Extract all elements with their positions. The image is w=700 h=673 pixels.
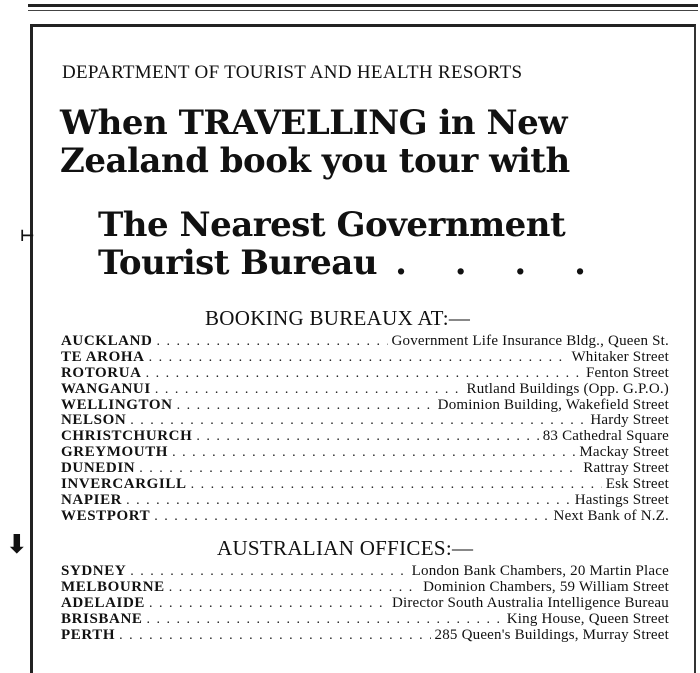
list-item bbox=[61, 564, 669, 580]
city-address: Rattray Street bbox=[583, 460, 669, 477]
city-address: Fenton Street bbox=[585, 364, 669, 381]
list-item bbox=[61, 366, 669, 382]
city-name: NELSON bbox=[61, 412, 127, 429]
list-item bbox=[61, 596, 669, 612]
city-address: Mackay Street bbox=[579, 444, 669, 461]
city-name: ROTORUA bbox=[61, 364, 142, 381]
city-address: Next Bank of N.Z. bbox=[553, 507, 669, 524]
leader-dots bbox=[196, 429, 538, 445]
city-address: Dominion Chambers, 59 William Street bbox=[423, 578, 669, 595]
city-name: SYDNEY bbox=[61, 563, 127, 579]
city-address: Government Life Insurance Bldg., Queen St. bbox=[391, 333, 669, 349]
city-address: Director South Australia Intelligence Bureau bbox=[391, 594, 669, 611]
department-heading: DEPARTMENT OF TOURIST AND HEALTH RESORTS bbox=[62, 62, 523, 83]
city-name: ADELAIDE bbox=[61, 594, 145, 611]
australia-list bbox=[61, 564, 669, 643]
leader-dots bbox=[191, 477, 602, 493]
leader-dots bbox=[169, 580, 419, 596]
list-item bbox=[61, 413, 669, 429]
city-name: AUCKLAND bbox=[61, 333, 153, 349]
city-name: BRISBANE bbox=[61, 610, 143, 627]
leader-dots bbox=[172, 445, 575, 461]
list-item bbox=[61, 580, 669, 596]
city-address: 83 Cathedral Square bbox=[542, 428, 669, 445]
margin-mark-icon: ⊢ bbox=[20, 226, 35, 245]
list-item bbox=[61, 334, 669, 350]
booking-heading: BOOKING BUREAUX AT:— bbox=[205, 306, 471, 330]
booking-list bbox=[61, 334, 669, 525]
bureau-line-2-text: Tourist Bureau bbox=[98, 243, 378, 283]
list-item bbox=[61, 445, 669, 461]
list-item bbox=[61, 382, 669, 398]
city-address: Esk Street bbox=[605, 476, 669, 493]
leader-dots bbox=[149, 350, 568, 366]
city-name: DUNEDIN bbox=[61, 460, 136, 477]
city-address: 285 Queen's Buildings, Murray Street bbox=[434, 626, 669, 643]
leader-dots bbox=[149, 596, 388, 612]
list-item bbox=[61, 429, 669, 445]
leader-dots bbox=[147, 612, 503, 628]
city-address: King House, Queen Street bbox=[506, 610, 669, 627]
city-address: Rutland Buildings (Opp. G.P.O.) bbox=[466, 380, 669, 397]
top-rule-thin bbox=[28, 10, 698, 11]
list-item bbox=[61, 612, 669, 628]
city-name: GREYMOUTH bbox=[61, 444, 169, 461]
leader-dots bbox=[130, 564, 407, 580]
bureau-title bbox=[98, 206, 658, 282]
list-item bbox=[61, 477, 669, 493]
leader-dots bbox=[155, 382, 463, 398]
list-item bbox=[61, 461, 669, 477]
leader-dots bbox=[146, 366, 582, 382]
city-name: CHRISTCHURCH bbox=[61, 428, 193, 445]
city-address: Hardy Street bbox=[590, 412, 669, 429]
list-item bbox=[61, 493, 669, 509]
leader-dots bbox=[139, 461, 579, 477]
city-name: TE AROHA bbox=[61, 348, 145, 365]
list-item bbox=[61, 628, 669, 644]
headline-line-2: Zealand book you tour with bbox=[60, 141, 570, 181]
leader-dots bbox=[119, 628, 430, 644]
city-address: Whitaker Street bbox=[571, 348, 669, 365]
leader-dots bbox=[154, 509, 549, 525]
city-address: London Bank Chambers, 20 Martin Place bbox=[411, 563, 669, 579]
leader-dots bbox=[177, 398, 434, 414]
list-item bbox=[61, 350, 669, 366]
leader-dots bbox=[126, 493, 571, 509]
bureau-line-2 bbox=[98, 244, 658, 282]
city-name: WESTPORT bbox=[61, 507, 151, 524]
headline bbox=[60, 104, 680, 180]
city-name: NAPIER bbox=[61, 491, 123, 508]
top-rule-thick bbox=[28, 4, 698, 7]
city-name: PERTH bbox=[61, 626, 116, 643]
bureau-line-1: The Nearest Government bbox=[98, 205, 566, 245]
leader-dots bbox=[130, 413, 586, 429]
city-address: Dominion Building, Wakefield Street bbox=[437, 396, 669, 413]
city-name: WELLINGTON bbox=[61, 396, 173, 413]
city-name: MELBOURNE bbox=[61, 578, 165, 595]
city-name: WANGANUI bbox=[61, 380, 151, 397]
list-item bbox=[61, 509, 669, 525]
australia-heading: AUSTRALIAN OFFICES:— bbox=[217, 536, 474, 560]
margin-arrow-icon: ⬇ bbox=[6, 530, 28, 560]
city-name: INVERCARGILL bbox=[61, 476, 187, 493]
list-item bbox=[61, 398, 669, 414]
bureau-dots: . . . . bbox=[395, 243, 604, 283]
headline-line-1: When TRAVELLING in New bbox=[60, 103, 567, 143]
leader-dots bbox=[156, 334, 387, 350]
city-address: Hastings Street bbox=[574, 491, 669, 508]
